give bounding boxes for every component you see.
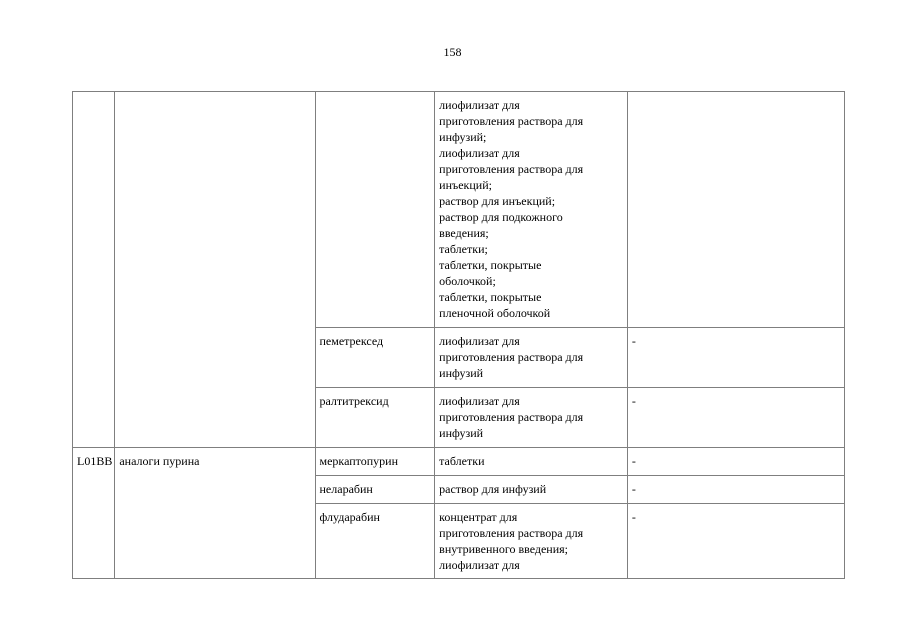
note-cell (627, 388, 844, 448)
dosage-form-line: лиофилизат для (439, 394, 520, 408)
drug-name-cell: меркаптопурин (315, 448, 435, 476)
dosage-form-line: приготовления раствора для (439, 114, 584, 128)
dosage-form-line: введения; (439, 226, 489, 240)
note-cell (627, 448, 844, 476)
dosage-form-line: концентрат для (439, 510, 518, 524)
drug-table (72, 91, 845, 579)
dosage-form-line: таблетки, покрытые (439, 290, 542, 304)
dosage-form-line: приготовления раствора для (439, 410, 584, 424)
note-cell (627, 92, 844, 328)
dosage-form-line: оболочкой; (439, 274, 496, 288)
dosage-form-line: пленочной оболочкой (439, 306, 551, 320)
atc-code-cell: L01BB (73, 448, 115, 579)
dosage-form-line: инфузий (439, 426, 484, 440)
drug-name-cell: пеметрексед (315, 328, 435, 388)
atc-code-cell (73, 92, 115, 448)
dosage-form-line: лиофилизат для (439, 98, 520, 112)
note-dash: - (631, 454, 636, 468)
dosage-form-line: инфузий; (439, 130, 487, 144)
drug-name-cell: ралтитрексид (315, 388, 435, 448)
table-row (73, 92, 845, 328)
dosage-forms-cell (435, 448, 628, 476)
dosage-form-line: раствор для подкожного (439, 210, 563, 224)
dosage-form-line: лиофилизат для (439, 146, 520, 160)
dosage-form-line: таблетки, покрытые (439, 258, 542, 272)
note-dash: - (631, 334, 636, 348)
note-dash: - (631, 482, 636, 496)
note-cell (627, 476, 844, 504)
dosage-form-line: приготовления раствора для (439, 526, 584, 540)
drug-name-cell (315, 92, 435, 328)
page-number: 158 (443, 45, 462, 59)
table-row (73, 448, 845, 476)
note-cell (627, 504, 844, 579)
note-cell (627, 328, 844, 388)
group-cell (115, 92, 315, 448)
dosage-forms-cell (435, 92, 628, 328)
dosage-form-line: лиофилизат для (439, 558, 520, 572)
dosage-forms-cell (435, 504, 628, 579)
dosage-forms-cell (435, 476, 628, 504)
dosage-form-line: лиофилизат для (439, 334, 520, 348)
dosage-form-line: инфузий (439, 366, 484, 380)
note-dash: - (631, 510, 636, 524)
dosage-form-line: приготовления раствора для (439, 162, 584, 176)
dosage-form-line: раствор для инфузий (439, 482, 547, 496)
drug-name-cell: флударабин (315, 504, 435, 579)
group-cell: аналоги пурина (115, 448, 315, 579)
dosage-form-line: приготовления раствора для (439, 350, 584, 364)
dosage-form-line: таблетки (439, 454, 485, 468)
note-dash: - (631, 394, 636, 408)
drug-name-cell: неларабин (315, 476, 435, 504)
dosage-form-line: раствор для инъекций; (439, 194, 556, 208)
dosage-form-line: внутривенного введения; (439, 542, 569, 556)
dosage-forms-cell (435, 328, 628, 388)
dosage-forms-cell (435, 388, 628, 448)
dosage-form-line: инъекций; (439, 178, 492, 192)
dosage-form-line: таблетки; (439, 242, 488, 256)
